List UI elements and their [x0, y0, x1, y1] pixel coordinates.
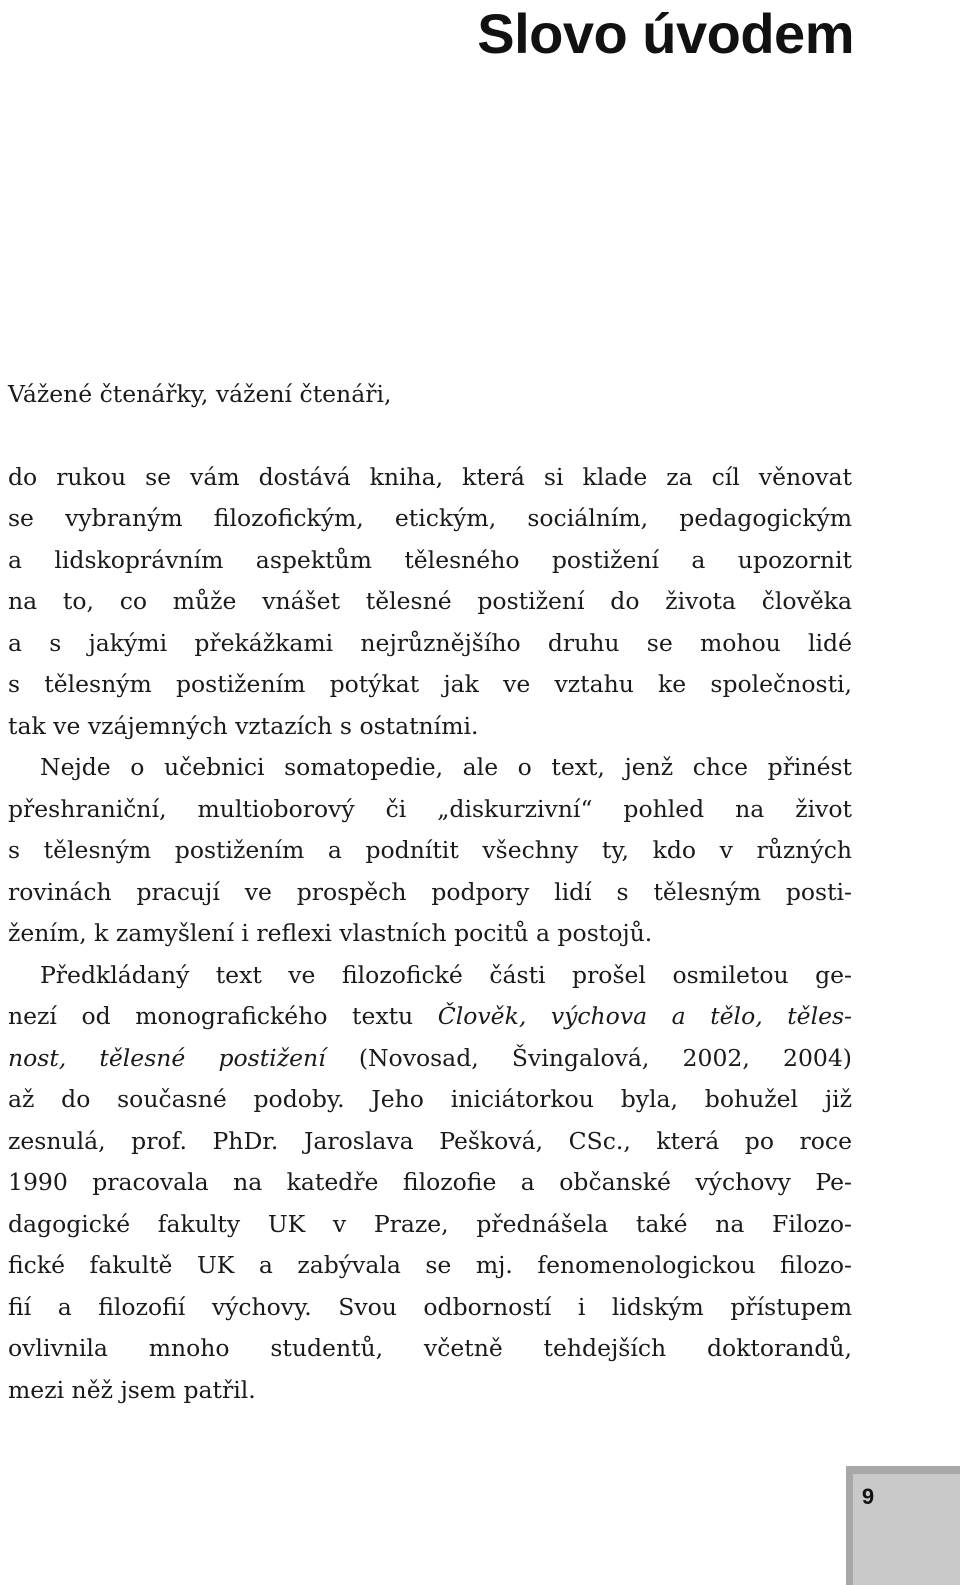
text-line: rovinách pracují ve prospěch podpory lidí s tělesným posti- [8, 877, 852, 906]
page-number-tab-inner [853, 1474, 960, 1585]
text-segment: nezí od monografického textu [8, 1002, 438, 1030]
text-line [8, 996, 852, 1038]
text-line: do rukou se vám dostává kniha, která si klade za cíl věnovat [8, 462, 852, 491]
book-title-italic: Člověk, výchova a tělo, těles- [437, 1002, 852, 1030]
text-line: mezi něž jsem patřil. [8, 1375, 256, 1404]
text-line: a s jakými překážkami nejrůznějšího druhu se mohou lidé [8, 628, 852, 657]
book-title-italic: nost, tělesné postižení [8, 1043, 326, 1072]
paragraph-2 [8, 747, 852, 955]
text-line: fií a filozofií výchovy. Svou odborností i lidským přístupem [8, 1292, 852, 1321]
salutation: Vážené čtenářky, vážení čtenáři, [8, 380, 392, 408]
text-line: s tělesným postižením potýkat jak ve vztahu ke společnosti, [8, 670, 852, 698]
page-number-tab [846, 1466, 960, 1585]
text-line: Nejde o učebnici somatopedie, ale o text, jenž chce přinést [40, 753, 852, 781]
text-line: dagogické fakulty UK v Praze, přednášela také na Filozo- [8, 1209, 852, 1238]
text-line: na to, co může vnášet tělesné postižení do života člověka [8, 587, 852, 615]
text-line: fické fakultě UK a zabývala se mj. fenomenologickou filozo- [8, 1251, 852, 1279]
page-number: 9 [861, 1484, 875, 1509]
text-line: tak ve vzájemných vztazích s ostatními. [8, 711, 479, 740]
text-line: žením, k zamyšlení i reflexi vlastních pocitů a postojů. [8, 919, 653, 947]
citation-text: (Novosad, Švingalová, 2002, 2004) [325, 1043, 852, 1072]
text-line: s tělesným postižením a podnítit všechny ty, kdo v různých [8, 836, 852, 864]
text-line: přeshraniční, multioborový či „diskurzivní“ pohled na život [8, 794, 852, 823]
text-line: se vybraným filozofickým, etickým, sociálním, pedagogickým [8, 504, 852, 532]
text-line: a lidskoprávním aspektům tělesného postižení a upozornit [8, 545, 852, 574]
paragraph-3 [8, 955, 852, 1412]
paragraph-1 [8, 457, 852, 748]
page-body [8, 374, 852, 1411]
text-line: Předkládaný text ve filozofické části prošel osmiletou ge- [40, 960, 852, 989]
text-line: 1990 pracovala na katedře filozofie a občanské výchovy Pe- [8, 1168, 852, 1196]
text-line: až do současné podoby. Jeho iniciátorkou byla, bohužel již [8, 1085, 852, 1113]
text-line: ovlivnila mnoho studentů, včetně tehdejších doktorandů, [8, 1334, 852, 1362]
page-title: Slovo úvodem [477, 2, 854, 65]
text-line [8, 1038, 852, 1080]
text-line: zesnulá, prof. PhDr. Jaroslava Pešková, CSc., která po roce [8, 1126, 852, 1155]
